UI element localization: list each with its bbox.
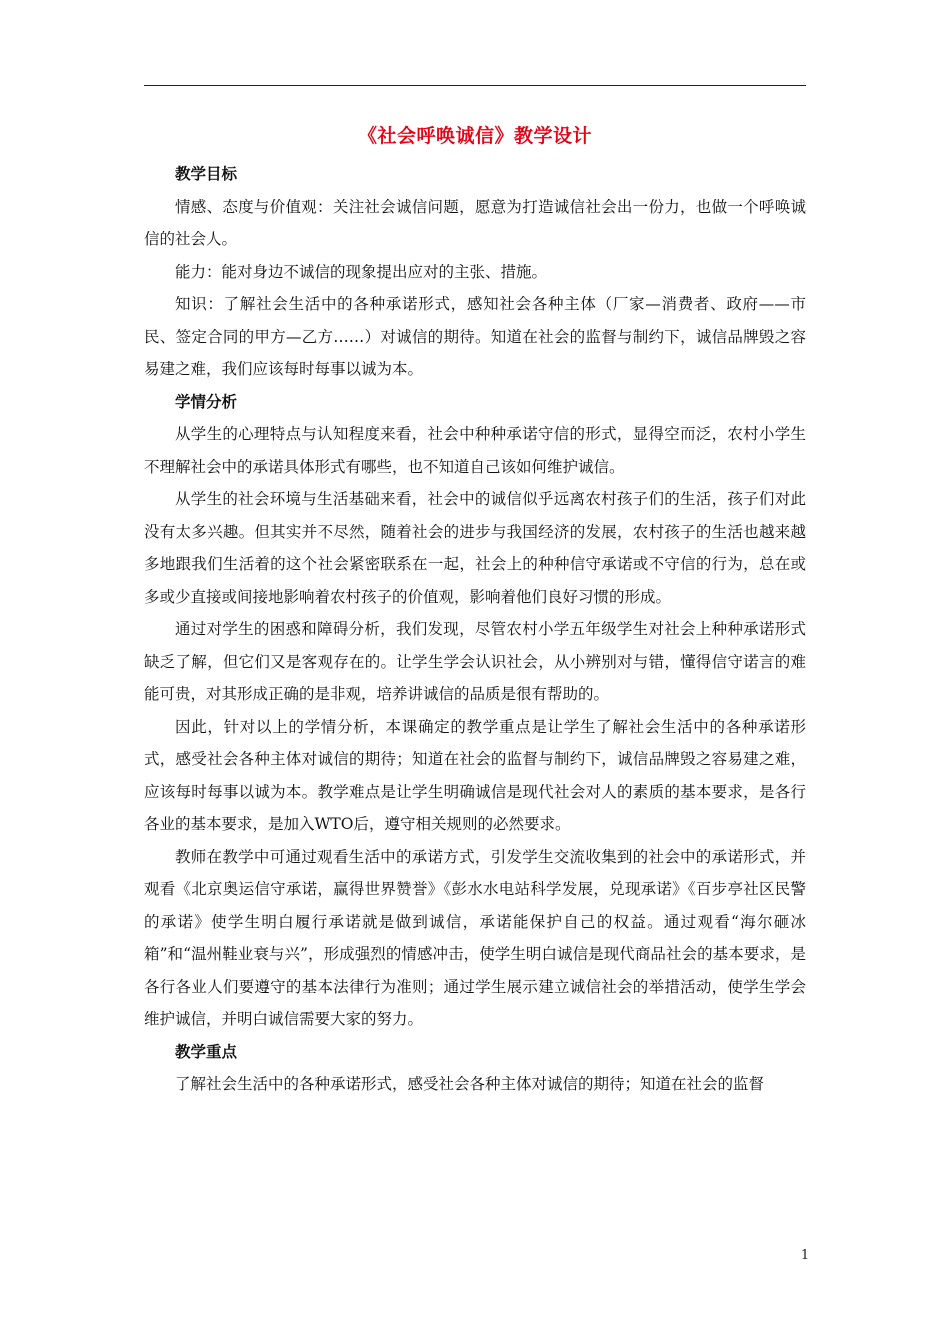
section-heading-analysis: 学情分析 — [175, 391, 238, 411]
paragraph-analysis-5: 教师在教学中可通过观看生活中的承诺方式，引发学生交流收集到的社会中的承诺形式，并观看《北京奥运信守承诺，赢得世界赞誉》《彭水水电站科学发展，兑现承诺》《百步亭社区民警的承诺》使学生明白履行承诺就是做到诚信，承诺能保护自己的权益。通过观看“海尔砸冰箱”和“温州鞋业衰与兴”，形成强烈的情感冲击，使学生明白诚信是现代商品社会的基本要求，是各行各业人们要遵守的基本法律行为准则；通过学生展示建立诚信社会的举措活动，使学生学会维护诚信，并明白诚信需要大家的努力。 — [144, 847, 806, 1028]
paragraph-analysis-3: 通过对学生的困惑和障碍分析，我们发现，尽管农村小学五年级学生对社会上种种承诺形式缺乏了解，但它们又是客观存在的。让学生学会认识社会，从小辨别对与错，懂得信守诺言的难能可贵，对其形成正确的是非观，培养讲诚信的品质是很有帮助的。 — [144, 620, 806, 703]
paragraph-objectives-knowledge: 知识：了解社会生活中的各种承诺形式，感知社会各种主体（厂家—消费者、政府——市民、签定合同的甲方—乙方……）对诚信的期待。知道在社会的监督与制约下，诚信品牌毁之容易建之难，我们应该每时每事以诚为本。 — [144, 295, 806, 378]
page-number: 1 — [800, 1248, 810, 1263]
document-title: 《社会呼唤诚信》教学设计 — [357, 125, 592, 147]
paragraph-objectives-emotion: 情感、态度与价值观：关注社会诚信问题，愿意为打造诚信社会出一份力，也做一个呼唤诚信的社会人。 — [144, 197, 806, 248]
section-heading-focus: 教学重点 — [175, 1041, 238, 1061]
paragraph-analysis-2: 从学生的社会环境与生活基础来看，社会中的诚信似乎远离农村孩子们的生活，孩子们对此没有太多兴趣。但其实并不尽然，随着社会的进步与我国经济的发展，农村孩子的生活也越来越多地跟我们生活着的这个社会紧密联系在一起，社会上的种种信守承诺或不守信的行为，总在或多或少直接或间接地影响着农村孩子的价值观，影响着他们良好习惯的形成。 — [144, 490, 806, 606]
header-rule — [144, 85, 806, 86]
paragraph-analysis-4: 因此，针对以上的学情分析，本课确定的教学重点是让学生了解社会生活中的各种承诺形式，感受社会各种主体对诚信的期待；知道在社会的监督与制约下，诚信品牌毁之容易建之难，应该每时每事以诚为本。教学难点是让学生明确诚信是现代社会对人的素质的基本要求，是各行各业的基本要求，是加入WTO后，遵守相关规则的必然要求。 — [144, 717, 806, 833]
paragraph-focus-1: 了解社会生活中的各种承诺形式，感受社会各种主体对诚信的期待；知道在社会的监督 — [175, 1075, 765, 1093]
paragraph-analysis-1: 从学生的心理特点与认知程度来看，社会中种种承诺守信的形式，显得空而泛，农村小学生不理解社会中的承诺具体形式有哪些，也不知道自己该如何维护诚信。 — [144, 425, 806, 476]
document-body — [144, 158, 806, 1101]
section-heading-objectives: 教学目标 — [175, 164, 238, 183]
paragraph-objectives-ability: 能力：能对身边不诚信的现象提出应对的主张、措施。 — [175, 262, 548, 281]
